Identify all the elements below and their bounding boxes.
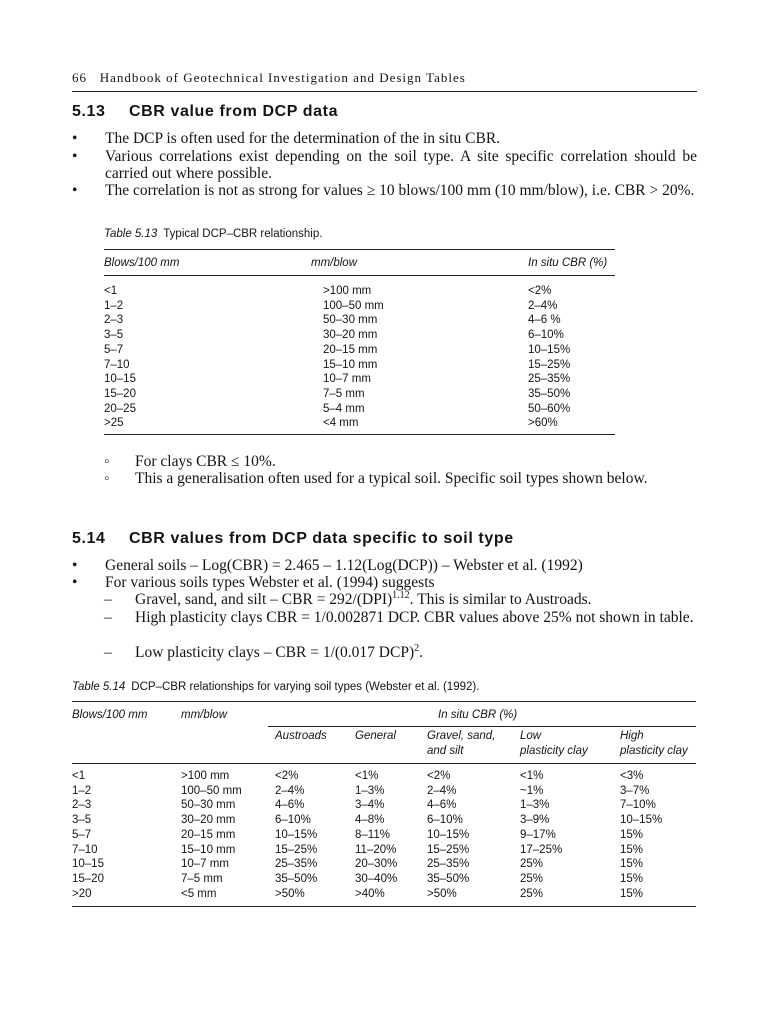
table-5-13-caption (104, 228, 322, 240)
table-cell: 6–10% (427, 814, 463, 827)
bullet-text: The correlation is not as strong for values ≥ 10 blows/100 mm (10 mm/blow), i.e. CBR > 20%. (105, 182, 695, 199)
table-cell: 10–15% (275, 828, 318, 841)
table-cell: 30–20 mm (323, 329, 378, 342)
table-cell: 7–5 mm (181, 872, 223, 885)
table-cell: 17–25% (520, 843, 563, 856)
table-cell: >60% (528, 417, 558, 430)
table-cell: 50–60% (528, 402, 571, 415)
table-cell: 11–20% (355, 843, 397, 856)
running-header (72, 70, 466, 86)
bullet-dot-icon: • (72, 557, 78, 574)
sub-header-line: and silt (427, 744, 464, 757)
section-title: CBR values from DCP data specific to soil type (129, 530, 514, 547)
table-cell: 4–8% (355, 814, 385, 827)
table-column-austroads (275, 769, 317, 901)
bullet-dot-icon: • (72, 148, 78, 165)
table-cell: 3–7% (620, 784, 650, 797)
page-number: 66 (72, 70, 87, 85)
formula-note: . This is similar to Austroads. (409, 591, 592, 608)
table-cell: 15% (620, 828, 644, 841)
bullet-text: Various correlations exist depending on the soil type. A site specific correlation should be carried out where possible. (105, 148, 697, 182)
formula-exponent: 2 (414, 642, 420, 654)
table-cell: 8–11% (355, 828, 390, 841)
sub-header (520, 729, 588, 758)
table-bottom-rule (104, 434, 615, 435)
table-cell: 25% (520, 887, 544, 900)
table-cell: 15–25% (427, 843, 470, 856)
sub-header (620, 729, 688, 758)
table-cell: 2–3 (72, 799, 92, 812)
table-cell: <1 (72, 770, 86, 782)
table-cell: ~1% (520, 784, 544, 797)
table-cell: 5–4 mm (323, 402, 365, 415)
table-cell: 1–3% (355, 784, 385, 797)
bullet-text: For various soils types Webster et al. (1994) suggests (105, 574, 435, 591)
table-cell: 30–20 mm (181, 814, 236, 827)
table-cell: 20–25 (104, 402, 136, 415)
table-cell: 5–7 (72, 828, 92, 841)
table-cell: 1–2 (72, 784, 92, 797)
table-cell: >50% (427, 887, 457, 900)
table-cell: <2% (427, 770, 451, 782)
sub-header (355, 729, 396, 744)
section-title: CBR value from DCP data (129, 103, 339, 120)
table-cell: 100–50 mm (181, 784, 242, 797)
dash-item-text (135, 591, 697, 608)
table-cell: 50–30 mm (323, 314, 378, 327)
table-cell: 4–6% (427, 799, 457, 812)
section-5-13-heading (72, 103, 338, 121)
column-header: mm/blow (311, 257, 358, 269)
dash-bullet-icon: – (104, 644, 112, 661)
book-title: Handbook of Geotechnical Investigation and Design Tables (99, 70, 466, 85)
table-cell: 10–15% (620, 814, 663, 827)
group-header: In situ CBR (%) (438, 709, 518, 721)
table-cell: 15–20 (104, 387, 136, 400)
table-cell: 3–9% (520, 814, 550, 827)
formula-exponent: 1.12 (392, 589, 410, 601)
table-cell: 15–10 mm (323, 358, 378, 371)
sub-bullet-text: For clays CBR ≤ 10%. (135, 453, 276, 470)
table-cell: <5 mm (181, 887, 217, 900)
bullet-dot-icon: • (72, 182, 78, 199)
sub-header-line: plasticity clay (520, 744, 588, 757)
table-column-mm-blow (181, 769, 242, 901)
table-cell: 15% (620, 872, 644, 885)
sub-header-line: Low (520, 730, 542, 742)
table-cell: >20 (72, 887, 92, 900)
circle-bullet-icon: ◦ (104, 470, 110, 487)
caption-label: Table 5.13 (104, 228, 158, 240)
table-column-general (355, 769, 397, 901)
table-top-rule (72, 701, 696, 702)
sub-header-line: Austroads (275, 730, 327, 742)
table-cell: <2% (275, 770, 299, 782)
table-cell: >100 mm (181, 770, 230, 782)
bullet-dot-icon: • (72, 130, 78, 147)
dash-item-text (135, 644, 697, 661)
table-cell: 35–50% (275, 872, 318, 885)
table-cell: >25 (104, 417, 124, 430)
table-cell: 35–50% (528, 387, 571, 400)
table-cell: 50–30 mm (181, 799, 236, 812)
table-cell: 10–15 (104, 373, 136, 386)
table-cell: <3% (620, 770, 644, 782)
column-header: Blows/100 mm (72, 709, 148, 721)
table-cell: 7–10% (620, 799, 656, 812)
table-cell: 20–30% (355, 858, 398, 871)
table-top-rule (104, 249, 615, 250)
table-cell: <1% (520, 770, 544, 782)
dash-bullet-icon: – (104, 591, 112, 608)
sub-header-line: High (620, 730, 644, 742)
table-bottom-rule (72, 906, 696, 907)
table-cell: 2–4% (528, 299, 558, 312)
table-column-high-plasticity (620, 769, 662, 901)
table-cell: 7–10 (72, 843, 98, 856)
header-rule (72, 91, 697, 92)
section-5-14-heading (72, 530, 514, 548)
table-cell: 15% (620, 858, 644, 871)
table-cell: 20–15 mm (181, 828, 236, 841)
table-cell: 10–15 (72, 858, 104, 871)
table-cell: 25% (520, 872, 544, 885)
table-cell: 1–3% (520, 799, 550, 812)
table-cell: >50% (275, 887, 305, 900)
circle-bullet-icon: ◦ (104, 453, 110, 470)
section-number: 5.14 (72, 530, 106, 547)
table-cell: 25% (520, 858, 544, 871)
table-cell: 6–10% (528, 329, 564, 342)
table-cell: 7–5 mm (323, 387, 365, 400)
table-cell: 100–50 mm (323, 299, 384, 312)
caption-label: Table 5.14 (72, 681, 126, 693)
column-header: In situ CBR (%) (528, 257, 608, 269)
table-cell: 5–7 (104, 343, 124, 356)
table-cell: 25–35% (528, 373, 571, 386)
table-cell: 15–10 mm (181, 843, 236, 856)
table-cell: 9–17% (520, 828, 556, 841)
formula-note: . (419, 644, 423, 661)
table-cell: 15–25% (275, 843, 318, 856)
sub-header-line: plasticity clay (620, 744, 688, 757)
table-cell: 2–3 (104, 314, 124, 327)
table-cell: >40% (355, 887, 385, 900)
table-cell: 2–4% (427, 784, 457, 797)
sub-bullet-text: This a generalisation often used for a typical soil. Specific soil types shown below. (135, 470, 648, 487)
table-column-cbr (528, 284, 570, 431)
table-cell: <2% (528, 285, 552, 297)
table-cell: <4 mm (323, 417, 359, 430)
table-column-gravel-sand-silt (427, 769, 469, 901)
table-cell: 7–10 (104, 358, 130, 371)
bullet-text: The DCP is often used for the determination of the in situ CBR. (105, 130, 501, 147)
dash-bullet-icon: – (104, 609, 112, 626)
table-cell: 25–35% (427, 858, 470, 871)
table-cell: 15–25% (528, 358, 571, 371)
group-header-rule (268, 726, 696, 727)
bullet-text: General soils – Log(CBR) = 2.465 – 1.12(Log(DCP)) – Webster et al. (1992) (105, 557, 583, 574)
table-cell: 15–20 (72, 872, 104, 885)
dash-item-text: High plasticity clays CBR = 1/0.002871 DCP. CBR values above 25% not shown in table. (135, 609, 694, 626)
formula-text: Gravel, sand, and silt – CBR = 292/(DPI) (135, 591, 393, 608)
section-number: 5.13 (72, 103, 106, 120)
table-cell: 10–15% (427, 828, 470, 841)
table-column-low-plasticity (520, 769, 562, 901)
table-column-blows (72, 769, 104, 901)
caption-text: DCP–CBR relationships for varying soil types (Webster et al. (1992). (131, 681, 480, 693)
sub-header-line: Gravel, sand, (427, 730, 496, 742)
table-cell: 2–4% (275, 784, 305, 797)
table-cell: 3–4% (355, 799, 385, 812)
table-cell: 3–5 (104, 329, 124, 342)
formula-text: Low plasticity clays – CBR = 1/(0.017 DCP) (135, 644, 415, 661)
table-cell: 4–6 % (528, 314, 561, 327)
column-header: Blows/100 mm (104, 257, 180, 269)
table-cell: 20–15 mm (323, 343, 378, 356)
table-cell: <1% (355, 770, 379, 782)
table-5-14-caption (72, 681, 479, 693)
table-header-rule (104, 275, 615, 276)
table-cell: 3–5 (72, 814, 92, 827)
column-header: mm/blow (181, 709, 228, 721)
table-cell: 15% (620, 843, 644, 856)
table-cell: 30–40% (355, 872, 398, 885)
bullet-dot-icon: • (72, 574, 78, 591)
table-cell: 4–6% (275, 799, 305, 812)
table-cell: 10–15% (528, 343, 571, 356)
table-cell: 10–7 mm (323, 373, 371, 386)
table-column-mm-blow (323, 284, 384, 431)
caption-text: Typical DCP–CBR relationship. (163, 228, 323, 240)
table-cell: >100 mm (323, 285, 372, 297)
table-cell: 35–50% (427, 872, 470, 885)
table-cell: 25–35% (275, 858, 318, 871)
sub-header-line: General (355, 730, 396, 742)
table-cell: 10–7 mm (181, 858, 229, 871)
table-cell: 15% (620, 887, 644, 900)
sub-header (275, 729, 327, 744)
sub-header (427, 729, 495, 758)
table-cell: 6–10% (275, 814, 311, 827)
table-cell: <1 (104, 285, 118, 297)
table-header-rule (72, 763, 696, 764)
table-column-blows (104, 284, 136, 431)
table-cell: 1–2 (104, 299, 124, 312)
